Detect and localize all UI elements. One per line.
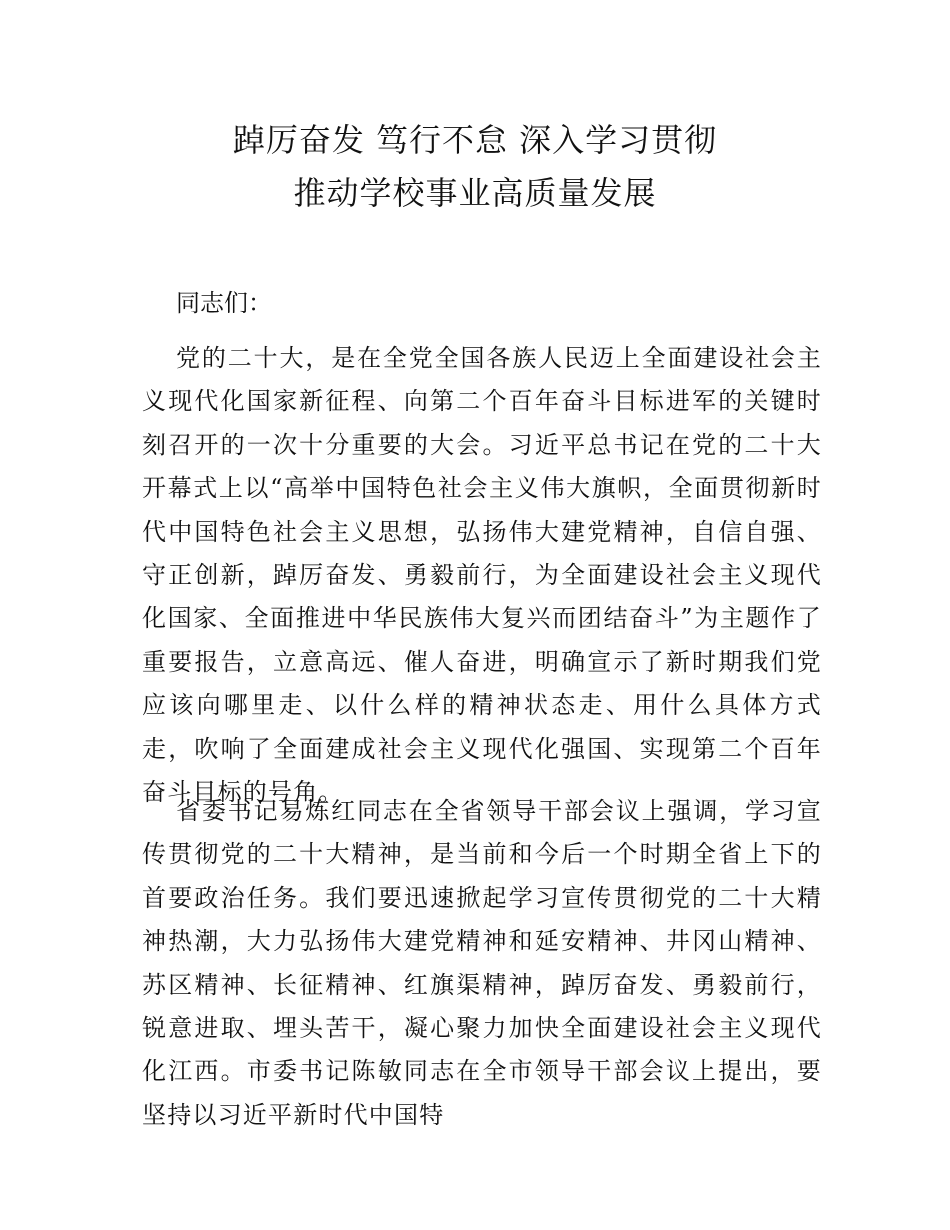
document-title-line-1: 踔厉奋发 笃行不怠 深入学习贯彻 [232, 121, 718, 159]
salutation: 同志们： [176, 289, 272, 317]
body-paragraph-1: 党的二十大，是在全党全国各族人民迈上全面建设社会主义现代化国家新征程、向第二个百年奋斗目标进军的关键时刻召开的一次十分重要的大会。习近平总书记在党的二十大开幕式上以“高举中国特色社会主义伟大旗帜，全面贯彻新时代中国特色社会主义思想，弘扬伟大建党精神，自信自强、守正创新，踔厉奋发、勇毅前行，为全面建设社会主义现代化国家、全面推进中华民族伟大复兴而团结奋斗”为主题作了重要报告，立意高远、催人奋进，明确宣示了新时期我们党应该向哪里走、以什么样的精神状态走、用什么具体方式走，吹响了全面建成社会主义现代化强国、实现第二个百年奋斗目标的号角。 [142, 344, 822, 807]
document-title-line-2: 推动学校事业高质量发展 [293, 174, 657, 212]
body-paragraph-2: 省委书记易炼红同志在全省领导干部会议上强调，学习宣传贯彻党的二十大精神，是当前和今后一个时期全省上下的首要政治任务。我们要迅速掀起学习宣传贯彻党的二十大精神热潮，大力弘扬伟大建党精神和延安精神、井冈山精神、苏区精神、长征精神、红旗渠精神，踔厉奋发、勇毅前行，锐意进取、埋头苦干，凝心聚力加快全面建设社会主义现代化江西。市委书记陈敏同志在全市领导干部会议上提出，要坚持以习近平新时代中国特 [142, 797, 822, 1129]
